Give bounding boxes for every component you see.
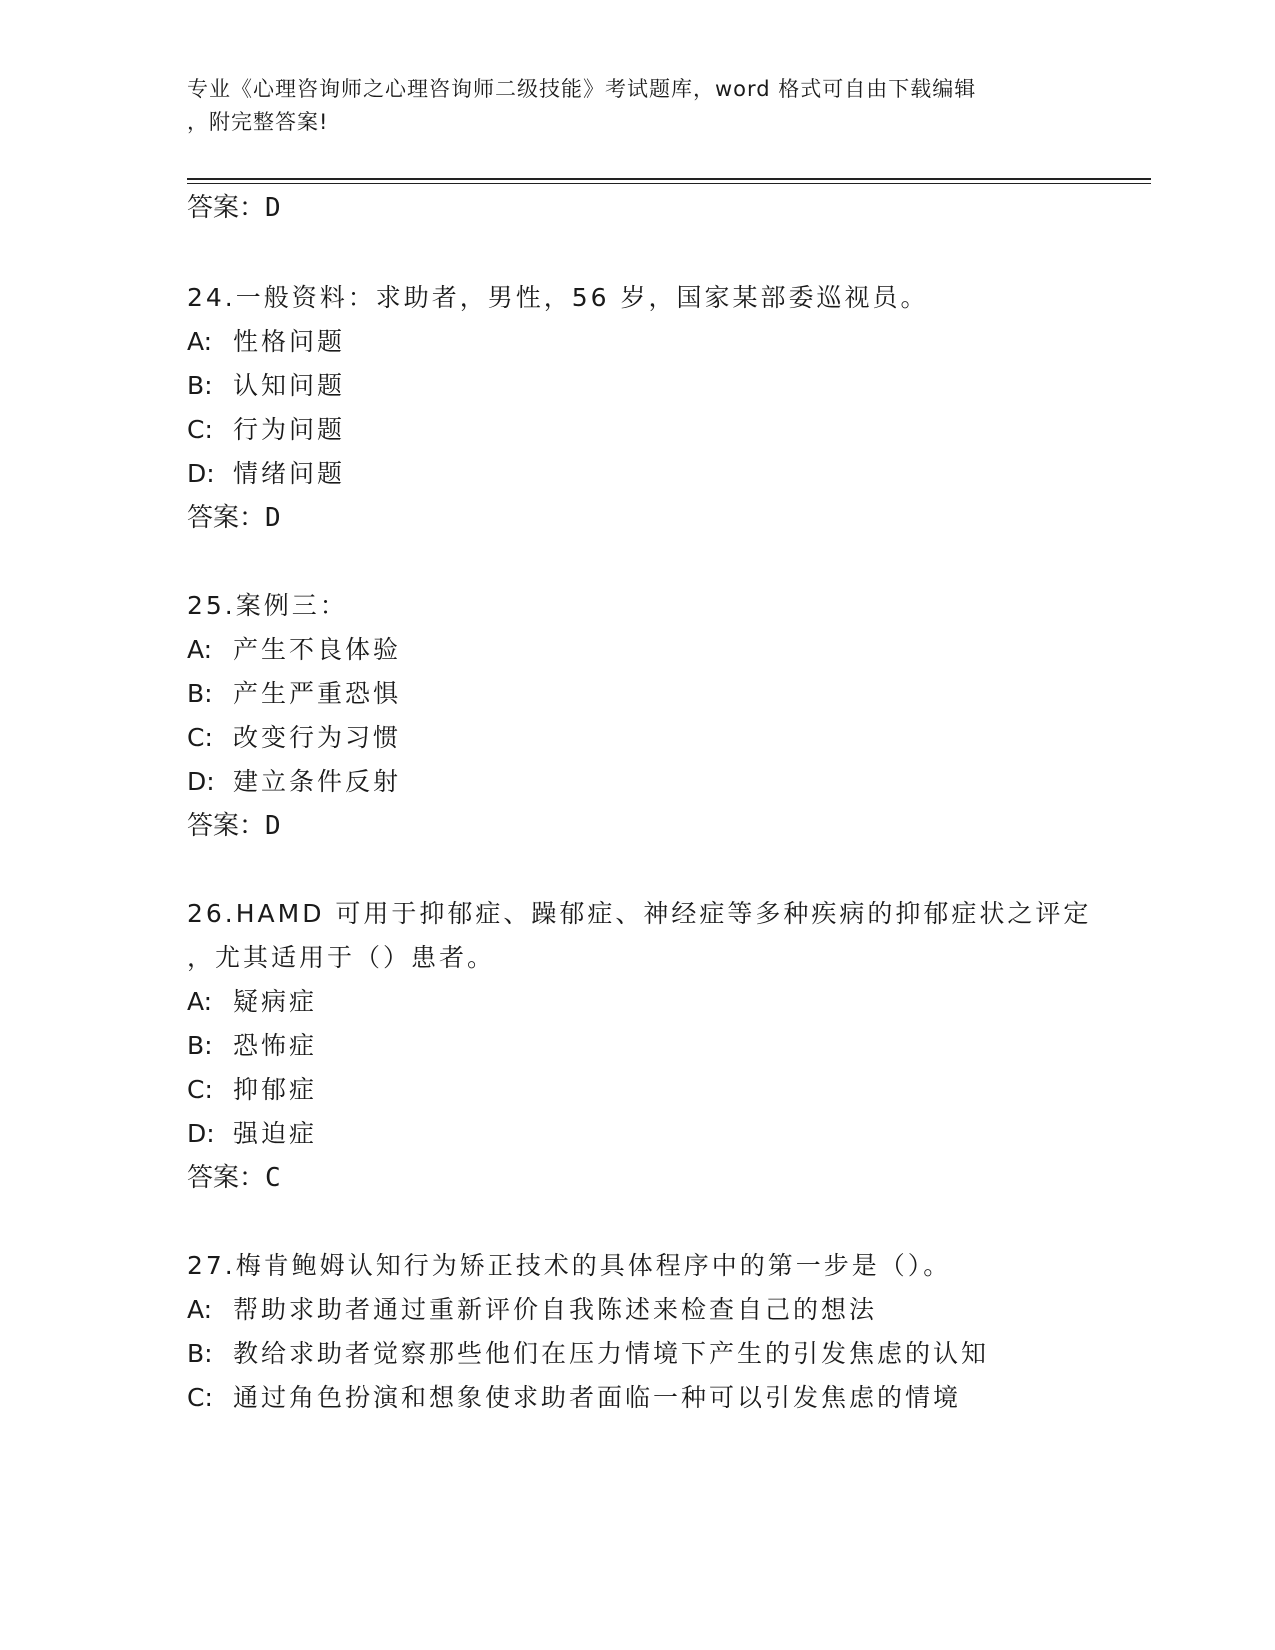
option-text: 恐怖症 [233,1031,318,1060]
header-divider-thick [187,178,1151,180]
option-text: 抑郁症 [233,1075,318,1104]
option-text: 强迫症 [233,1119,318,1148]
question-25-option-c [187,722,401,754]
question-26-option-a [187,986,317,1018]
previous-answer: 答案：D [187,193,281,223]
option-text: 改变行为习惯 [233,723,402,752]
option-letter: C: [187,1383,213,1412]
option-letter: A: [187,987,213,1016]
option-text: 通过角色扮演和想象使求助者面临一种可以引发焦虑的情境 [233,1383,962,1412]
question-26-option-d [187,1118,317,1150]
question-26-stem-line-1: 26.HAMD 可用于抑郁症、躁郁症、神经症等多种疾病的抑郁症状之评定 [187,899,1092,928]
option-letter: B: [187,1031,213,1060]
option-letter: D: [187,459,215,488]
option-letter: A: [187,327,213,356]
option-letter: C: [187,723,213,752]
option-letter: D: [187,767,215,796]
question-26-option-c [187,1074,317,1106]
option-text: 建立条件反射 [233,767,402,796]
option-letter: B: [187,679,213,708]
option-text: 产生不良体验 [233,635,402,664]
option-text: 疑病症 [233,987,318,1016]
question-24-option-c [187,414,345,446]
question-24-option-a [187,326,345,358]
question-24-option-b [187,370,345,402]
option-text: 产生严重恐惧 [233,679,402,708]
question-24-answer: 答案：D [187,503,281,533]
option-letter: B: [187,371,213,400]
option-text: 认知问题 [233,371,346,400]
header-line-2: ，附完整答案! [187,110,329,134]
option-letter: C: [187,415,213,444]
question-26-stem-line-2: ，尤其适用于（）患者。 [187,943,496,972]
option-text: 行为问题 [233,415,346,444]
option-letter: B: [187,1339,213,1368]
question-27-option-c [187,1382,961,1414]
question-25-stem: 25.案例三： [187,591,348,620]
option-text: 情绪问题 [233,459,346,488]
question-24-option-d [187,458,345,490]
header-line-1: 专业《心理咨询师之心理咨询师二级技能》考试题库，word 格式可自由下载编辑 [187,77,977,101]
question-27-option-b [187,1338,989,1370]
question-27-stem: 27.梅肯鲍姆认知行为矫正技术的具体程序中的第一步是（）。 [187,1251,952,1280]
option-letter: C: [187,1075,213,1104]
question-26-answer: 答案：C [187,1163,281,1193]
option-letter: A: [187,1295,213,1324]
header-divider-thin [187,183,1151,184]
question-25-option-d [187,766,401,798]
question-25-option-a [187,634,401,666]
option-text: 帮助求助者通过重新评价自我陈述来检查自己的想法 [233,1295,878,1324]
question-25-option-b [187,678,401,710]
question-26-option-b [187,1030,317,1062]
option-letter: A: [187,635,213,664]
page-header [187,73,1067,139]
question-27-option-a [187,1294,877,1326]
option-letter: D: [187,1119,215,1148]
option-text: 性格问题 [233,327,346,356]
question-25-answer: 答案：D [187,811,281,841]
option-text: 教给求助者觉察那些他们在压力情境下产生的引发焦虑的认知 [233,1339,990,1368]
question-24-stem: 24.一般资料：求助者，男性，56 岁，国家某部委巡视员。 [187,283,929,312]
